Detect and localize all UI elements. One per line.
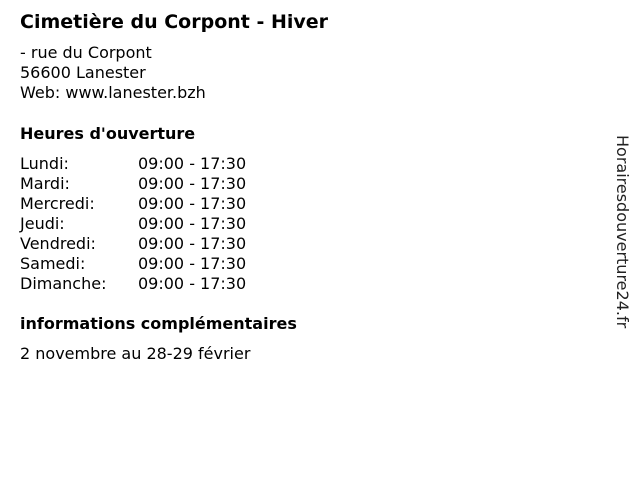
day-label: Mercredi: xyxy=(20,194,95,213)
day-label: Mardi: xyxy=(20,174,70,193)
hours-row-wednesday xyxy=(20,194,280,214)
hours-row-sunday xyxy=(20,274,280,294)
additional-info-heading: informations complémentaires xyxy=(20,314,297,333)
day-label: Vendredi: xyxy=(20,234,96,253)
day-label: Dimanche: xyxy=(20,274,107,293)
opening-hours-heading: Heures d'ouverture xyxy=(20,124,196,143)
website-link[interactable]: Web: www.lanester.bzh xyxy=(20,83,206,102)
hours-row-tuesday xyxy=(20,174,280,194)
day-label: Samedi: xyxy=(20,254,86,273)
address-block xyxy=(20,43,206,103)
time-range: 09:00 - 17:30 xyxy=(138,254,247,273)
day-label: Lundi: xyxy=(20,154,69,173)
site-watermark: Horairesdouverture24.fr xyxy=(613,135,632,329)
time-range: 09:00 - 17:30 xyxy=(138,274,247,293)
hours-row-friday xyxy=(20,234,280,254)
time-range: 09:00 - 17:30 xyxy=(138,174,247,193)
time-range: 09:00 - 17:30 xyxy=(138,214,247,233)
time-range: 09:00 - 17:30 xyxy=(138,154,247,173)
time-range: 09:00 - 17:30 xyxy=(138,194,247,213)
time-range: 09:00 - 17:30 xyxy=(138,234,247,253)
page-title: Cimetière du Corpont - Hiver xyxy=(20,11,329,33)
additional-info-text: 2 novembre au 28-29 février xyxy=(20,344,251,363)
street-address: - rue du Corpont xyxy=(20,43,152,62)
hours-row-saturday xyxy=(20,254,280,274)
day-label: Jeudi: xyxy=(20,214,65,233)
opening-hours-table xyxy=(20,154,280,294)
city-address: 56600 Lanester xyxy=(20,63,146,82)
hours-row-monday xyxy=(20,154,280,174)
hours-row-thursday xyxy=(20,214,280,234)
